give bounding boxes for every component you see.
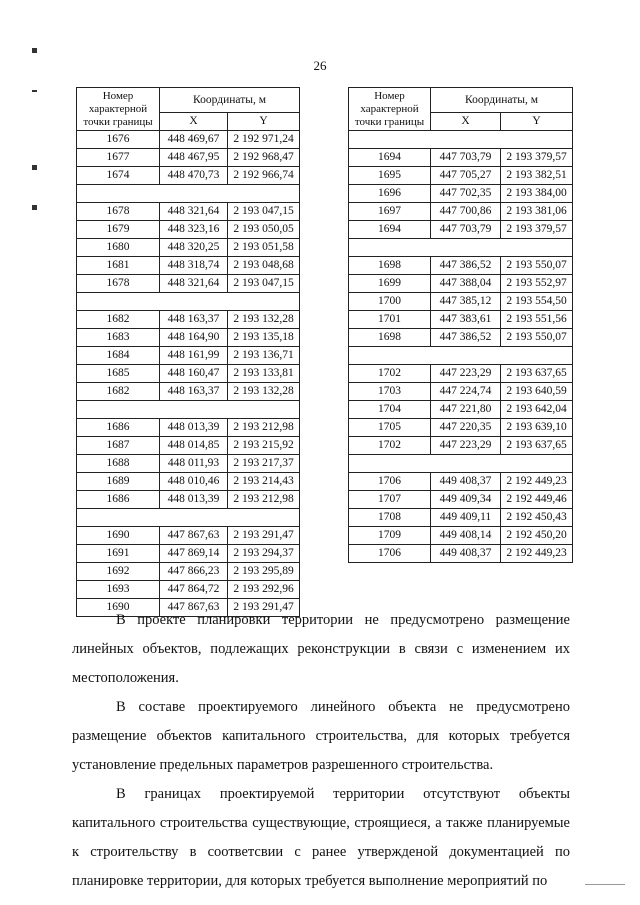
group-separator-row [77, 185, 300, 203]
x-coordinate-cell: 447 867,63 [160, 599, 228, 617]
table-row [349, 257, 573, 275]
y-coordinate-cell: 2 193 379,57 [501, 149, 573, 167]
point-number-cell: 1701 [349, 311, 431, 329]
y-coordinate-cell: 2 193 047,15 [228, 203, 300, 221]
margin-mark [32, 90, 37, 92]
y-coordinate-cell: 2 193 552,97 [501, 275, 573, 293]
y-coordinate-cell: 2 193 212,98 [228, 419, 300, 437]
footer-line [585, 884, 625, 885]
x-coordinate-cell: 447 223,29 [431, 365, 501, 383]
point-number-cell: 1684 [77, 347, 160, 365]
y-coordinate-cell: 2 193 215,92 [228, 437, 300, 455]
y-coordinate-cell: 2 193 048,68 [228, 257, 300, 275]
group-separator-row [349, 455, 573, 473]
y-coordinate-cell: 2 192 449,46 [501, 491, 573, 509]
table-row [349, 311, 573, 329]
group-separator-row [349, 347, 573, 365]
y-coordinate-cell: 2 193 550,07 [501, 329, 573, 347]
body-text [72, 606, 570, 896]
point-number-cell: 1690 [77, 527, 160, 545]
y-coordinate-cell: 2 193 292,96 [228, 581, 300, 599]
x-coordinate-cell: 448 014,85 [160, 437, 228, 455]
x-coordinate-cell: 447 388,04 [431, 275, 501, 293]
table-row [77, 437, 300, 455]
x-coordinate-cell: 447 700,86 [431, 203, 501, 221]
x-coordinate-cell: 447 703,79 [431, 149, 501, 167]
y-coordinate-cell: 2 192 450,43 [501, 509, 573, 527]
group-separator-row [349, 239, 573, 257]
separator-cell [77, 293, 300, 311]
y-coordinate-cell: 2 193 554,50 [501, 293, 573, 311]
separator-cell [349, 131, 573, 149]
x-coordinate-cell: 447 221,80 [431, 401, 501, 419]
header-y: Y [501, 113, 573, 131]
y-coordinate-cell: 2 193 047,15 [228, 275, 300, 293]
y-coordinate-cell: 2 192 449,23 [501, 473, 573, 491]
point-number-cell: 1695 [349, 167, 431, 185]
x-coordinate-cell: 448 160,47 [160, 365, 228, 383]
separator-cell [349, 239, 573, 257]
separator-cell [349, 347, 573, 365]
point-number-cell: 1674 [77, 167, 160, 185]
point-number-cell: 1704 [349, 401, 431, 419]
y-coordinate-cell: 2 193 639,10 [501, 419, 573, 437]
group-separator-row [77, 401, 300, 419]
table-row [349, 365, 573, 383]
table-row [77, 203, 300, 221]
point-number-cell: 1698 [349, 329, 431, 347]
table-row [77, 239, 300, 257]
point-number-cell: 1699 [349, 275, 431, 293]
table-row [349, 545, 573, 563]
y-coordinate-cell: 2 193 379,57 [501, 221, 573, 239]
x-coordinate-cell: 448 010,46 [160, 473, 228, 491]
y-coordinate-cell: 2 193 050,05 [228, 221, 300, 239]
y-coordinate-cell: 2 193 214,43 [228, 473, 300, 491]
x-coordinate-cell: 447 383,61 [431, 311, 501, 329]
point-number-cell: 1706 [349, 473, 431, 491]
table-row [349, 419, 573, 437]
header-coordinates: Координаты, м [431, 88, 573, 113]
x-coordinate-cell: 449 409,11 [431, 509, 501, 527]
y-coordinate-cell: 2 192 971,24 [228, 131, 300, 149]
x-coordinate-cell: 449 409,34 [431, 491, 501, 509]
x-coordinate-cell: 447 867,63 [160, 527, 228, 545]
y-coordinate-cell: 2 193 133,81 [228, 365, 300, 383]
table-row [349, 473, 573, 491]
point-number-cell: 1702 [349, 365, 431, 383]
y-coordinate-cell: 2 193 135,18 [228, 329, 300, 347]
point-number-cell: 1698 [349, 257, 431, 275]
point-number-cell: 1676 [77, 131, 160, 149]
x-coordinate-cell: 448 469,67 [160, 131, 228, 149]
y-coordinate-cell: 2 192 968,47 [228, 149, 300, 167]
group-separator-row [77, 509, 300, 527]
y-coordinate-cell: 2 193 382,51 [501, 167, 573, 185]
x-coordinate-cell: 448 321,64 [160, 275, 228, 293]
y-coordinate-cell: 2 193 642,04 [501, 401, 573, 419]
point-number-cell: 1694 [349, 221, 431, 239]
x-coordinate-cell: 448 467,95 [160, 149, 228, 167]
x-coordinate-cell: 447 220,35 [431, 419, 501, 437]
page-number: 26 [313, 58, 327, 73]
point-number-cell: 1694 [349, 149, 431, 167]
paragraph: В границах проектируемой территории отсутствуют объекты капитального строительства существующие, строящиеся, а также планируемые к строительству в соответсвии с ранее утвержденой документацией по планировке территории, для которых требуется выполнение мероприятий по [72, 786, 570, 889]
table-row [77, 491, 300, 509]
table-row [349, 203, 573, 221]
y-coordinate-cell: 2 193 637,65 [501, 365, 573, 383]
separator-cell [349, 455, 573, 473]
table-row [349, 293, 573, 311]
y-coordinate-cell: 2 193 640,59 [501, 383, 573, 401]
coordinates-table-left [76, 87, 300, 617]
table-row [77, 329, 300, 347]
table-row [77, 257, 300, 275]
separator-cell [77, 401, 300, 419]
y-coordinate-cell: 2 192 449,23 [501, 545, 573, 563]
point-number-cell: 1693 [77, 581, 160, 599]
y-coordinate-cell: 2 193 132,28 [228, 311, 300, 329]
table-row [349, 167, 573, 185]
y-coordinate-cell: 2 193 294,37 [228, 545, 300, 563]
x-coordinate-cell: 447 386,52 [431, 329, 501, 347]
header-point-number: Номер характерной точки границы [349, 88, 431, 131]
point-number-cell: 1700 [349, 293, 431, 311]
point-number-cell: 1702 [349, 437, 431, 455]
point-number-cell: 1685 [77, 365, 160, 383]
point-number-cell: 1709 [349, 527, 431, 545]
y-coordinate-cell: 2 193 051,58 [228, 239, 300, 257]
point-number-cell: 1678 [77, 203, 160, 221]
table-row [77, 419, 300, 437]
table-row [349, 509, 573, 527]
separator-cell [77, 509, 300, 527]
point-number-cell: 1677 [77, 149, 160, 167]
separator-cell [77, 185, 300, 203]
x-coordinate-cell: 447 703,79 [431, 221, 501, 239]
y-coordinate-cell: 2 193 551,56 [501, 311, 573, 329]
point-number-cell: 1706 [349, 545, 431, 563]
point-number-cell: 1696 [349, 185, 431, 203]
x-coordinate-cell: 449 408,37 [431, 473, 501, 491]
table-row [349, 437, 573, 455]
table-row [77, 311, 300, 329]
table-row [77, 365, 300, 383]
table-row [349, 185, 573, 203]
point-number-cell: 1682 [77, 383, 160, 401]
x-coordinate-cell: 447 869,14 [160, 545, 228, 563]
x-coordinate-cell: 449 408,37 [431, 545, 501, 563]
header-x: X [160, 113, 228, 131]
x-coordinate-cell: 448 013,39 [160, 419, 228, 437]
point-number-cell: 1689 [77, 473, 160, 491]
y-coordinate-cell: 2 193 637,65 [501, 437, 573, 455]
y-coordinate-cell: 2 193 384,00 [501, 185, 573, 203]
header-x: X [431, 113, 501, 131]
table-row [349, 149, 573, 167]
table-row [349, 527, 573, 545]
x-coordinate-cell: 447 386,52 [431, 257, 501, 275]
x-coordinate-cell: 448 470,73 [160, 167, 228, 185]
table-row [77, 275, 300, 293]
y-coordinate-cell: 2 193 295,89 [228, 563, 300, 581]
x-coordinate-cell: 448 164,90 [160, 329, 228, 347]
point-number-cell: 1692 [77, 563, 160, 581]
point-number-cell: 1705 [349, 419, 431, 437]
x-coordinate-cell: 448 163,37 [160, 383, 228, 401]
point-number-cell: 1707 [349, 491, 431, 509]
paragraph: В проекте планировки территории не предусмотрено размещение линейных объектов, подлежащих реконструкции в связи с изменением их местоположения. [72, 612, 570, 686]
x-coordinate-cell: 448 163,37 [160, 311, 228, 329]
point-number-cell: 1686 [77, 491, 160, 509]
point-number-cell: 1681 [77, 257, 160, 275]
x-coordinate-cell: 447 223,29 [431, 437, 501, 455]
point-number-cell: 1703 [349, 383, 431, 401]
point-number-cell: 1691 [77, 545, 160, 563]
margin-mark [32, 205, 37, 210]
y-coordinate-cell: 2 193 291,47 [228, 599, 300, 617]
point-number-cell: 1683 [77, 329, 160, 347]
point-number-cell: 1708 [349, 509, 431, 527]
x-coordinate-cell: 449 408,14 [431, 527, 501, 545]
point-number-cell: 1680 [77, 239, 160, 257]
coordinates-table-right [348, 87, 573, 563]
table-row [349, 275, 573, 293]
table-row [77, 149, 300, 167]
x-coordinate-cell: 447 385,12 [431, 293, 501, 311]
point-number-cell: 1697 [349, 203, 431, 221]
x-coordinate-cell: 447 866,23 [160, 563, 228, 581]
table-row [77, 167, 300, 185]
point-number-cell: 1678 [77, 275, 160, 293]
group-separator-row [77, 293, 300, 311]
table-row [349, 383, 573, 401]
point-number-cell: 1688 [77, 455, 160, 473]
header-coordinates: Координаты, м [160, 88, 300, 113]
point-number-cell: 1686 [77, 419, 160, 437]
y-coordinate-cell: 2 193 550,07 [501, 257, 573, 275]
table-row [349, 401, 573, 419]
y-coordinate-cell: 2 193 217,37 [228, 455, 300, 473]
margin-mark [32, 48, 37, 53]
margin-mark [32, 165, 37, 170]
table-row [77, 455, 300, 473]
point-number-cell: 1679 [77, 221, 160, 239]
header-point-number: Номер характерной точки границы [77, 88, 160, 131]
table-row [77, 221, 300, 239]
table-row [77, 131, 300, 149]
table-row [77, 383, 300, 401]
header-y: Y [228, 113, 300, 131]
y-coordinate-cell: 2 192 450,20 [501, 527, 573, 545]
x-coordinate-cell: 447 224,74 [431, 383, 501, 401]
y-coordinate-cell: 2 193 136,71 [228, 347, 300, 365]
x-coordinate-cell: 448 161,99 [160, 347, 228, 365]
y-coordinate-cell: 2 192 966,74 [228, 167, 300, 185]
table-row [77, 581, 300, 599]
x-coordinate-cell: 447 705,27 [431, 167, 501, 185]
x-coordinate-cell: 447 702,35 [431, 185, 501, 203]
x-coordinate-cell: 448 013,39 [160, 491, 228, 509]
group-separator-row [349, 131, 573, 149]
y-coordinate-cell: 2 193 381,06 [501, 203, 573, 221]
table-row [349, 221, 573, 239]
y-coordinate-cell: 2 193 132,28 [228, 383, 300, 401]
table-row [77, 545, 300, 563]
table-row [77, 347, 300, 365]
x-coordinate-cell: 448 321,64 [160, 203, 228, 221]
y-coordinate-cell: 2 193 212,98 [228, 491, 300, 509]
paragraph: В составе проектируемого линейного объекта не предусмотрено размещение объектов капитального строительства, для которых требуется установление предельных параметров разрешенного строительства. [72, 699, 570, 773]
x-coordinate-cell: 448 320,25 [160, 239, 228, 257]
table-row [349, 329, 573, 347]
y-coordinate-cell: 2 193 291,47 [228, 527, 300, 545]
table-row [77, 473, 300, 491]
x-coordinate-cell: 448 323,16 [160, 221, 228, 239]
x-coordinate-cell: 448 318,74 [160, 257, 228, 275]
point-number-cell: 1687 [77, 437, 160, 455]
table-row [77, 527, 300, 545]
point-number-cell: 1682 [77, 311, 160, 329]
table-row [77, 563, 300, 581]
table-row [349, 491, 573, 509]
x-coordinate-cell: 448 011,93 [160, 455, 228, 473]
point-number-cell: 1690 [77, 599, 160, 617]
x-coordinate-cell: 447 864,72 [160, 581, 228, 599]
